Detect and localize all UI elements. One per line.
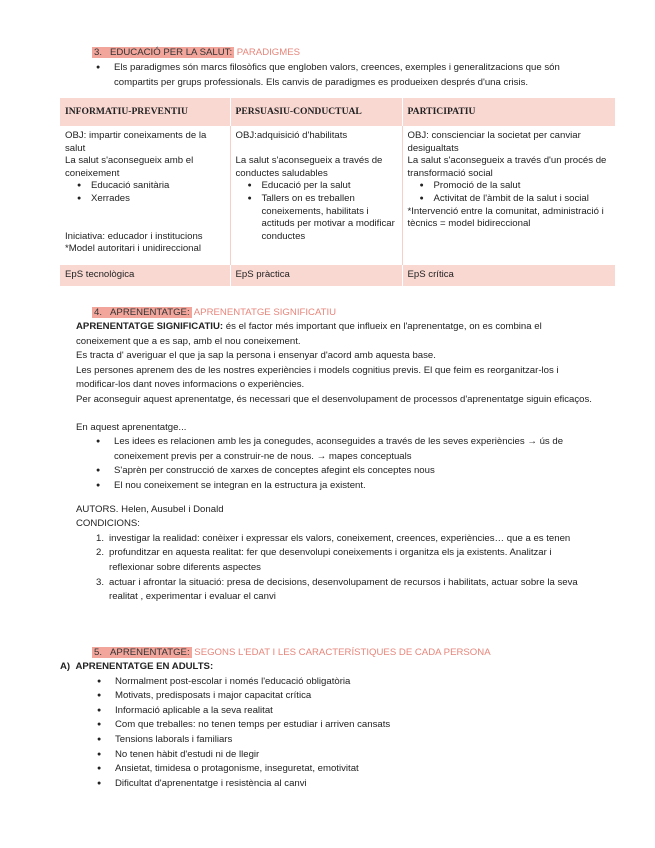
item-text: actuar i afrontar la situació: presa de decisions, desenvolupament de recursos i habilitats, actuar sobre la seva realitat , experimentar i evaluar el canvi xyxy=(109,576,578,603)
table-header-row xyxy=(60,98,615,126)
subsection-letter: A) xyxy=(60,661,71,672)
list-item: ● Educació sanitària xyxy=(65,180,225,193)
definition-term: APRENENTATGE SIGNIFICATIU: xyxy=(76,321,224,332)
list-item: ● S'aprèn per construcció de xarxes de conceptes afegint els conceptes nous xyxy=(95,464,596,479)
paragraph: Les persones aprenem des de les nostres experiències i models cognitius previs. El que feim es reorganitzar-los i modificar-los dant noves informacions o experiències. xyxy=(76,364,559,391)
paradigm-definition-list xyxy=(95,61,595,90)
section-5-heading xyxy=(92,646,491,659)
definition-text: és el factor més important que influeix en l'aprenentatge, on es combina el coneixement que a es sap, amb el nou coneixement. xyxy=(76,321,542,347)
paragraph: Es tracta d' averiguar el que ja sap la persona i ensenyar d'acord amb aquesta base. xyxy=(76,350,436,362)
list-item xyxy=(76,576,596,605)
list-item: ● El nou coneixement se integran en la estructura ja existent. xyxy=(95,479,596,494)
paragraph: En aquest aprenentatge... xyxy=(76,421,187,433)
cell-objective: OBJ: conscienciar la societat per canviar desigualtats xyxy=(407,130,581,154)
table-header: INFORMATIU-PREVENTIU xyxy=(60,98,230,126)
table-header: PARTICIPATIU xyxy=(402,98,615,126)
cell-model-note: *Intervenció entre la comunitat, administració i tècnics = model bidireccional xyxy=(407,205,604,230)
list-item: ● Com que treballes: no tenen temps per estudiar i arriven cansats xyxy=(96,718,600,733)
table-cell: EpS tecnològica xyxy=(60,265,230,286)
list-item: ● Normalment post-escolar i només l'educació obligatòria xyxy=(96,675,600,690)
list-item: ● Promoció de la salut xyxy=(408,180,611,193)
section-label: APRENENTATGE: xyxy=(110,307,190,318)
cell-initiative: Iniciativa: educador i institucions xyxy=(65,230,203,242)
table-cell-persuasiu xyxy=(230,126,402,265)
item-number: 3. xyxy=(96,576,105,588)
list-item: ● Educació per la salut xyxy=(236,180,397,193)
list-item: ● Xerrades xyxy=(65,193,225,206)
section-subtitle: APRENENTATGE SIGNIFICATIU xyxy=(193,307,337,318)
cell-intro: La salut s'aconsegueix a través d'un procés de transformació social xyxy=(407,155,607,179)
cell-intro: La salut s'aconsegueix amb el coneixement xyxy=(65,155,194,179)
list-item: ● Les idees es relacionen amb les ja conegudes, aconseguides a través de les seves experiències → ús de coneixement previs per a construir-ne de nous. → mapes conceptuals xyxy=(95,435,596,464)
cell-objective: OBJ:adquisició d'habilitats xyxy=(235,130,348,141)
section-subtitle: SEGONS L'EDAT I LES CARACTERÍSTIQUES DE CADA PERSONA xyxy=(194,647,491,658)
conditions-label: CONDICIONS: xyxy=(76,518,140,530)
section-3-heading xyxy=(92,46,300,59)
conditions-list xyxy=(76,532,596,605)
paragraph: Per aconseguir aquest aprenentatge, és necessari que el desenvolupament de processos d'aprenentatge siguin eficaços. xyxy=(76,393,592,405)
paradigms-table xyxy=(60,98,615,286)
adult-learning-bullets xyxy=(96,675,600,792)
table-row xyxy=(60,126,615,265)
cell-intro: La salut s'aconsegueix a través de conductes saludables xyxy=(235,155,383,179)
section-number: 5. xyxy=(94,647,103,658)
section-5-body xyxy=(60,660,600,791)
table-cell-informatiu xyxy=(60,126,230,265)
list-item: ● Motivats, predisposats i major capacitat crítica xyxy=(96,689,600,704)
list-item: ● No tenen hàbit d'estudi ni de llegir xyxy=(96,748,600,763)
cell-list xyxy=(408,180,611,205)
list-item: ● Informació aplicable a la seva realitat xyxy=(96,704,600,719)
list-item: ● Ansietat, timidesa o protagonisme, inseguretat, emotivitat xyxy=(96,762,600,777)
cell-model-note: *Model autoritari i unidireccional xyxy=(65,243,201,255)
definition-paragraph xyxy=(76,320,596,349)
list-item xyxy=(76,546,596,575)
list-item xyxy=(76,532,596,547)
item-text: investigar la realidad: conèixer i expressar els valors, coneixement, creences, experiències… que a es tenen xyxy=(109,532,571,544)
item-number: 1. xyxy=(96,532,105,544)
table-footer-row xyxy=(60,265,615,286)
section-4-body xyxy=(76,320,596,605)
cell-objective: OBJ: impartir coneixaments de la salut xyxy=(65,130,207,154)
item-number: 2. xyxy=(96,547,105,559)
section-number: 4. xyxy=(94,307,103,318)
list-item: ● Tensions laborals i familiars xyxy=(96,733,600,748)
list-item: ● Activitat de l'àmbit de la salut i social xyxy=(408,193,611,206)
table-cell-participatiu xyxy=(402,126,615,265)
list-item: ● Els paradigmes són marcs filosòfics que engloben valors, creences, exemples i generalitzacions que són compartits per grups professionals. Els canvis de paradigmes es produeixen després d'una crisis. xyxy=(95,61,595,90)
list-item: ● Dificultat d'aprenentatge i resistència al canvi xyxy=(96,777,600,792)
table-header: PERSUASIU-CONDUCTUAL xyxy=(230,98,402,126)
section-label: APRENENTATGE: xyxy=(110,647,190,658)
cell-list xyxy=(65,180,225,205)
list-item: ● Tallers on es treballen coneixements, habilitats i actituds per motivar a modificar conductes xyxy=(236,193,397,243)
subsection-label: APRENENTATGE EN ADULTS: xyxy=(75,661,214,672)
section-number: 3. xyxy=(94,47,103,58)
section-4-heading xyxy=(92,306,336,319)
cell-list xyxy=(236,180,397,243)
authors-line: AUTORS. Helen, Ausubel i Donald xyxy=(76,503,224,515)
table-cell: EpS crítica xyxy=(402,265,615,286)
table-cell: EpS pràctica xyxy=(230,265,402,286)
learning-bullets xyxy=(95,435,596,493)
section-subtitle: PARADIGMES xyxy=(236,47,301,58)
item-text: profunditzar en aquesta realitat: fer que desenvolupi coneixements i organitza els ja existents. Analitzar i reflexionar sobre diferents aspectes xyxy=(109,547,552,573)
subsection-title xyxy=(60,660,600,675)
section-label: EDUCACIÓ PER LA SALUT: xyxy=(110,47,233,58)
